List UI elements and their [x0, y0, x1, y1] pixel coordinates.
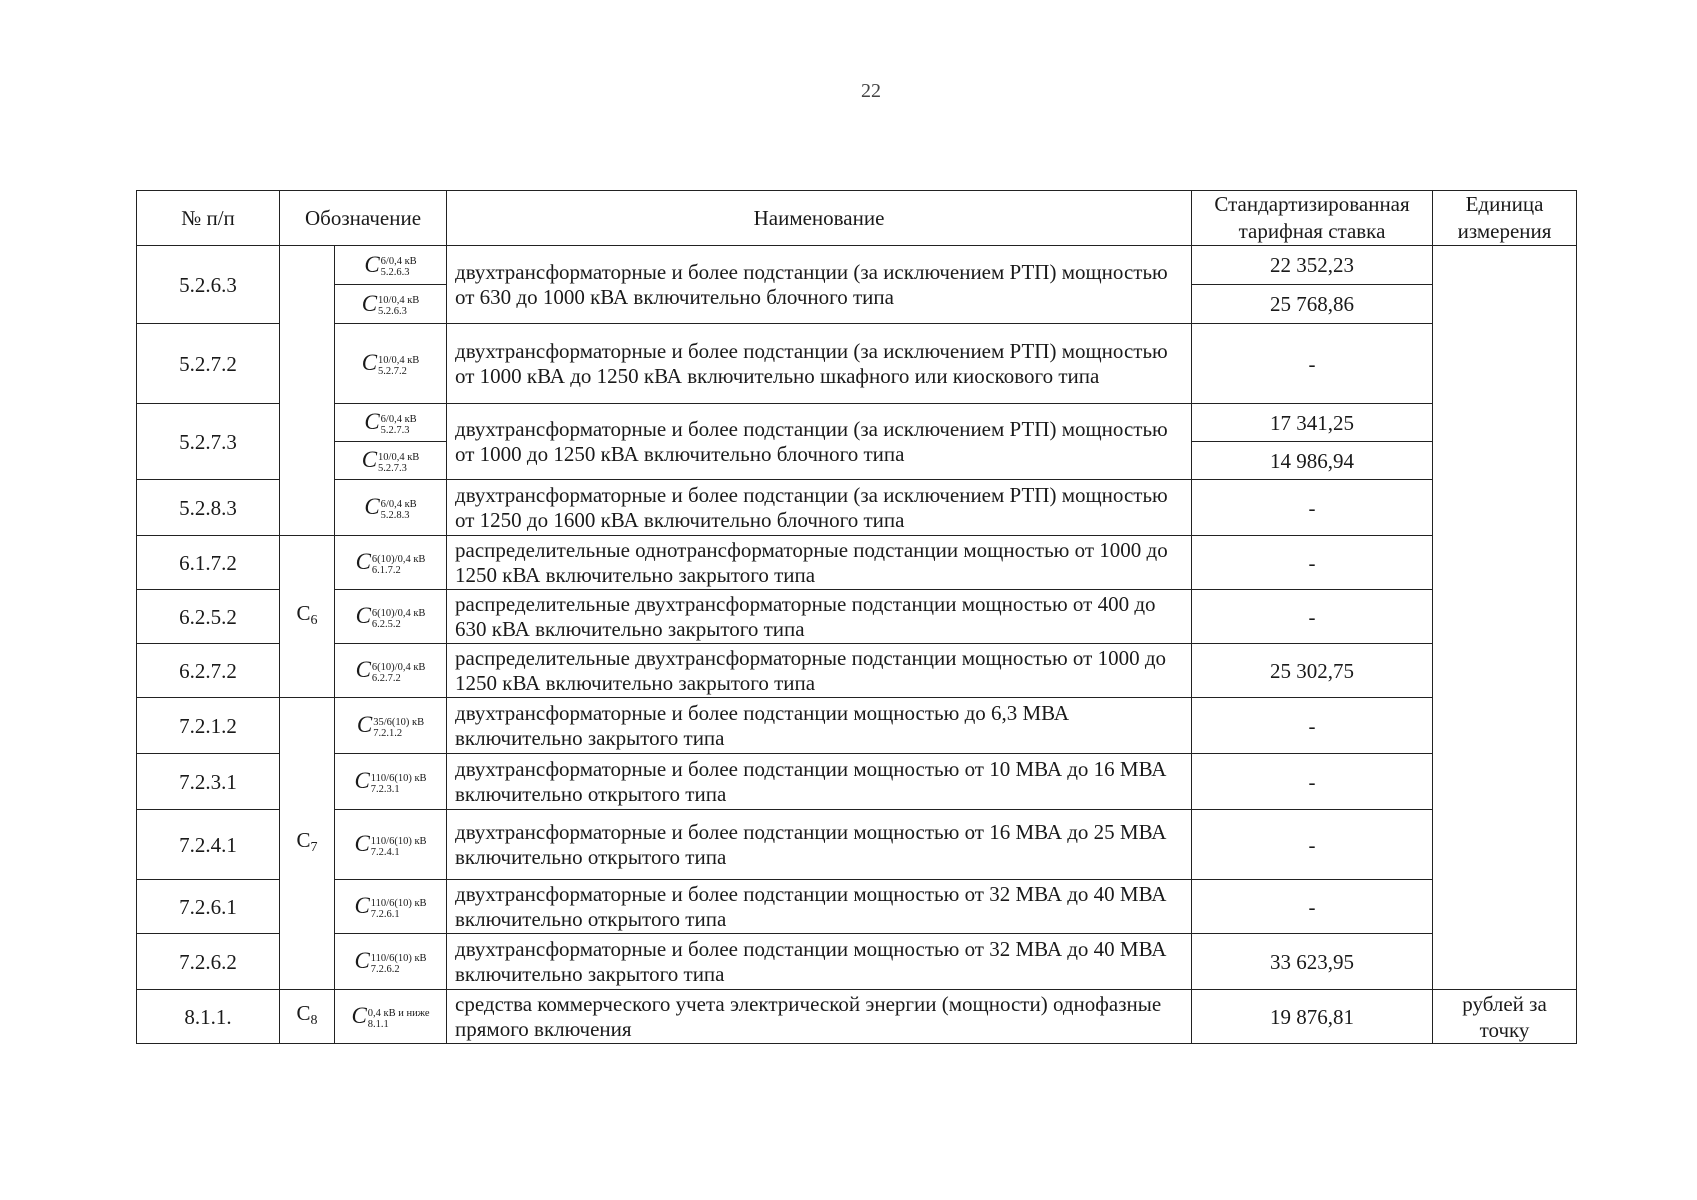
designation-code: C 110/6(10) кВ 7.2.6.1: [335, 880, 447, 934]
designation-code: C 0,4 кВ и ниже 8.1.1: [335, 990, 447, 1044]
tariff-rate: -: [1192, 480, 1433, 536]
item-name: двухтрансформаторные и более подстанции мощностью от 32 МВА до 40 МВА включительно открытого типа: [447, 880, 1192, 934]
designation-code: C 6/0,4 кВ 5.2.6.3: [335, 246, 447, 285]
tariff-rate: 25 302,75: [1192, 644, 1433, 698]
tariff-rate: 19 876,81: [1192, 990, 1433, 1044]
row-number: 6.2.7.2: [137, 644, 280, 698]
header-name: Наименование: [447, 191, 1192, 246]
table-row: [137, 404, 1577, 442]
tariff-rate: -: [1192, 590, 1433, 644]
tariff-rate: -: [1192, 698, 1433, 754]
table-row: [137, 880, 1577, 934]
item-name: распределительные двухтрансформаторные подстанции мощностью от 1000 до 1250 кВА включительно закрытого типа: [447, 644, 1192, 698]
header-unit: Единица измерения: [1433, 191, 1577, 246]
page-number: 22: [861, 80, 881, 102]
tariff-rate: 17 341,25: [1192, 404, 1433, 442]
unit-cell: [1433, 246, 1577, 990]
unit-cell: рублей за точку: [1433, 990, 1577, 1044]
item-name: двухтрансформаторные и более подстанции (за исключением РТП) мощностью от 630 до 1000 кВА включительно блочного типа: [447, 246, 1192, 324]
table-row: [137, 644, 1577, 698]
header-rate: Стандартизированная тарифная ставка: [1192, 191, 1433, 246]
tariff-rate: 22 352,23: [1192, 246, 1433, 285]
item-name: двухтрансформаторные и более подстанции мощностью от 16 МВА до 25 МВА включительно открытого типа: [447, 810, 1192, 880]
item-name: двухтрансформаторные и более подстанции мощностью до 6,3 МВА включительно закрытого типа: [447, 698, 1192, 754]
tariff-rate: -: [1192, 536, 1433, 590]
table-row: [137, 536, 1577, 590]
table-header-row: [137, 191, 1577, 246]
designation-code: C 6/0,4 кВ 5.2.8.3: [335, 480, 447, 536]
row-number: 7.2.4.1: [137, 810, 280, 880]
table-row: [137, 698, 1577, 754]
group-cell: С8: [280, 990, 335, 1044]
designation-code: C 110/6(10) кВ 7.2.4.1: [335, 810, 447, 880]
designation-code: C 35/6(10) кВ 7.2.1.2: [335, 698, 447, 754]
tariff-rate: -: [1192, 880, 1433, 934]
designation-code: C 10/0,4 кВ 5.2.7.2: [335, 324, 447, 404]
table-row: [137, 754, 1577, 810]
tariff-rate: -: [1192, 324, 1433, 404]
tariff-rate: -: [1192, 754, 1433, 810]
item-name: двухтрансформаторные и более подстанции (за исключением РТП) мощностью от 1000 кВА до 1250 кВА включительно шкафного или киоскового типа: [447, 324, 1192, 404]
row-number: 7.2.6.2: [137, 934, 280, 990]
header-designation: Обозначение: [280, 191, 447, 246]
designation-code: C 110/6(10) кВ 7.2.6.2: [335, 934, 447, 990]
row-number: 8.1.1.: [137, 990, 280, 1044]
table-row: [137, 324, 1577, 404]
tariff-rate: -: [1192, 810, 1433, 880]
designation-code: C 110/6(10) кВ 7.2.3.1: [335, 754, 447, 810]
group-cell: [280, 246, 335, 536]
row-number: 5.2.7.2: [137, 324, 280, 404]
tariff-rate: 33 623,95: [1192, 934, 1433, 990]
item-name: распределительные однотрансформаторные подстанции мощностью от 1000 до 1250 кВА включительно закрытого типа: [447, 536, 1192, 590]
row-number: 6.2.5.2: [137, 590, 280, 644]
item-name: двухтрансформаторные и более подстанции мощностью от 32 МВА до 40 МВА включительно закрытого типа: [447, 934, 1192, 990]
header-num: № п/п: [137, 191, 280, 246]
tariff-table: [136, 190, 1577, 1044]
table-row: [137, 246, 1577, 285]
designation-code: C 10/0,4 кВ 5.2.6.3: [335, 285, 447, 324]
table-row: [137, 810, 1577, 880]
table-row: [137, 934, 1577, 990]
group-cell: С6: [280, 536, 335, 698]
item-name: двухтрансформаторные и более подстанции мощностью от 10 МВА до 16 МВА включительно открытого типа: [447, 754, 1192, 810]
designation-code: C 10/0,4 кВ 5.2.7.3: [335, 442, 447, 480]
row-number: 5.2.7.3: [137, 404, 280, 480]
row-number: 5.2.8.3: [137, 480, 280, 536]
row-number: 5.2.6.3: [137, 246, 280, 324]
item-name: средства коммерческого учета электрической энергии (мощности) однофазные прямого включения: [447, 990, 1192, 1044]
item-name: распределительные двухтрансформаторные подстанции мощностью от 400 до 630 кВА включительно закрытого типа: [447, 590, 1192, 644]
designation-code: C 6(10)/0,4 кВ 6.2.5.2: [335, 590, 447, 644]
item-name: двухтрансформаторные и более подстанции (за исключением РТП) мощностью от 1000 до 1250 кВА включительно блочного типа: [447, 404, 1192, 480]
item-name: двухтрансформаторные и более подстанции (за исключением РТП) мощностью от 1250 до 1600 кВА включительно блочного типа: [447, 480, 1192, 536]
row-number: 7.2.3.1: [137, 754, 280, 810]
table-row: [137, 590, 1577, 644]
row-number: 7.2.1.2: [137, 698, 280, 754]
row-number: 6.1.7.2: [137, 536, 280, 590]
designation-code: C 6(10)/0,4 кВ 6.1.7.2: [335, 536, 447, 590]
table-row: [137, 480, 1577, 536]
designation-code: C 6/0,4 кВ 5.2.7.3: [335, 404, 447, 442]
row-number: 7.2.6.1: [137, 880, 280, 934]
tariff-rate: 14 986,94: [1192, 442, 1433, 480]
table-row: [137, 990, 1577, 1044]
tariff-rate: 25 768,86: [1192, 285, 1433, 324]
group-cell: С7: [280, 698, 335, 990]
designation-code: C 6(10)/0,4 кВ 6.2.7.2: [335, 644, 447, 698]
